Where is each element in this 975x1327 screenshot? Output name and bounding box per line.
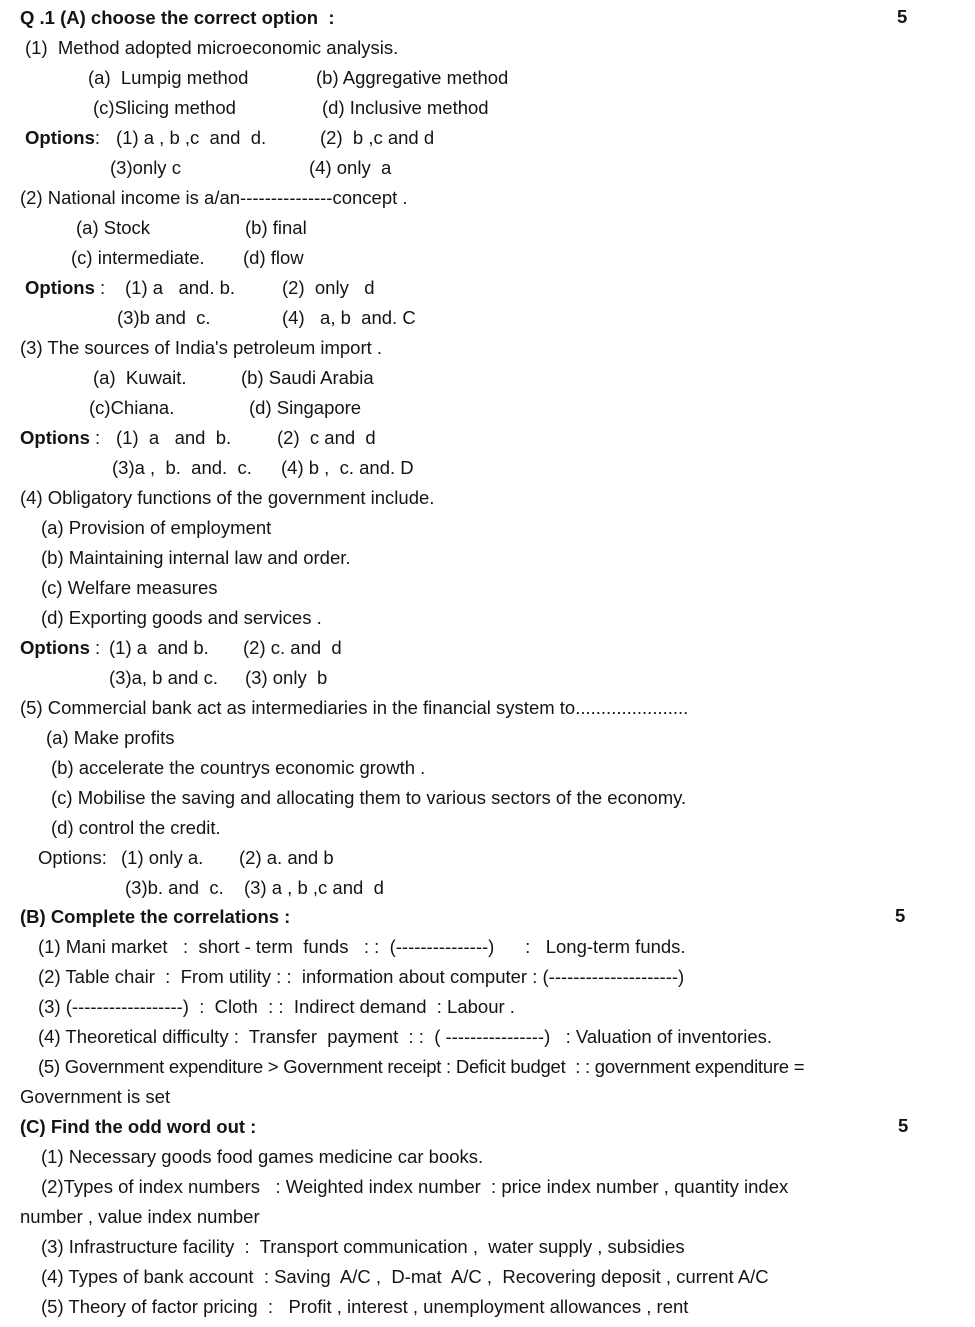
choice-b: (b) final — [245, 217, 307, 238]
option-1: (1) a and. b. — [125, 277, 236, 298]
odd-word-item: (1) Necessary goods food games medicine car books. — [41, 1146, 484, 1167]
correlation-item: (2) Table chair : From utility : : information about computer : (---------------------) — [38, 966, 685, 987]
option-3: (3)a , b. and. c. — [112, 457, 252, 478]
section-b-heading: (B) Complete the correlations : — [20, 906, 291, 927]
choice-c: (c)Slicing method — [93, 97, 236, 118]
question-stem: (5) Commercial bank act as intermediaries in the financial system to...................... — [20, 697, 689, 718]
option-2: (2) b ,c and d — [320, 127, 435, 148]
question-stem: (3) The sources of India's petroleum import . — [20, 337, 383, 358]
correlation-item: (1) Mani market : short - term funds : : (---------------) : Long-term funds. — [38, 936, 686, 957]
choice-d: (d) Singapore — [249, 397, 362, 418]
option-1: (1) a , b ,c and d. — [116, 127, 267, 148]
option-3: (3)only c — [110, 157, 181, 178]
options-label: Options — [20, 427, 90, 448]
choice-b: (b) Saudi Arabia — [241, 367, 374, 388]
choice-c: (c)Chiana. — [89, 397, 175, 418]
question-stem: (2) National income is a/an---------------concept . — [20, 187, 408, 208]
options-label: Options — [20, 637, 90, 658]
options-row — [25, 126, 100, 150]
choice-c: (c) Welfare measures — [41, 577, 218, 598]
option-4: (3) only b — [245, 667, 328, 688]
option-4: (4) a, b and. C — [282, 307, 416, 328]
options-label: Options — [25, 127, 95, 148]
correlation-item: (5) Government expenditure > Government receipt : Deficit budget : : government expenditure = — [38, 1056, 805, 1077]
option-2: (2) c and d — [277, 427, 376, 448]
section-a-heading: Q .1 (A) choose the correct option : — [20, 7, 335, 28]
choice-a: (a) Lumpig method — [88, 67, 249, 88]
option-3: (3)b. and c. — [125, 877, 224, 898]
options-row — [25, 276, 105, 300]
choice-b: (b) Aggregative method — [316, 67, 509, 88]
option-1: (1) a and b. — [116, 427, 232, 448]
section-b-marks: 5 — [895, 905, 906, 926]
question-stem: (1) Method adopted microeconomic analysis. — [25, 37, 399, 58]
correlation-item-continued: Government is set — [20, 1086, 171, 1107]
choice-d: (d) Exporting goods and services . — [41, 607, 322, 628]
options-row — [20, 426, 100, 450]
choice-b: (b) Maintaining internal law and order. — [41, 547, 351, 568]
option-4: (3) a , b ,c and d — [244, 877, 384, 898]
option-3: (3)b and c. — [117, 307, 211, 328]
options-label: Options: — [38, 847, 107, 868]
options-label: Options — [25, 277, 95, 298]
option-1: (1) only a. — [121, 847, 204, 868]
section-c-marks: 5 — [898, 1115, 909, 1136]
options-row — [20, 636, 100, 660]
odd-word-item: (4) Types of bank account : Saving A/C , D-mat A/C , Recovering deposit , current A/C — [41, 1266, 769, 1287]
odd-word-item: (3) Infrastructure facility : Transport communication , water supply , subsidies — [41, 1236, 685, 1257]
option-4: (4) only a — [309, 157, 392, 178]
odd-word-item: (5) Theory of factor pricing : Profit , interest , unemployment allowances , rent — [41, 1296, 689, 1317]
options-separator: : — [100, 277, 106, 298]
choice-a: (a) Kuwait. — [93, 367, 187, 388]
option-2: (2) only d — [282, 277, 375, 298]
choice-d: (d) control the credit. — [51, 817, 221, 838]
choice-c: (c) intermediate. — [71, 247, 205, 268]
correlation-item: (4) Theoretical difficulty : Transfer payment : : ( ----------------) : Valuation of inventories. — [38, 1026, 773, 1047]
choice-b: (b) accelerate the countrys economic growth . — [51, 757, 426, 778]
correlation-item: (3) (------------------) : Cloth : : Indirect demand : Labour . — [38, 996, 515, 1017]
section-a-marks: 5 — [897, 6, 908, 27]
question-stem: (4) Obligatory functions of the government include. — [20, 487, 435, 508]
choice-a: (a) Provision of employment — [41, 517, 272, 538]
choice-d: (d) Inclusive method — [322, 97, 489, 118]
options-separator: : — [95, 427, 101, 448]
option-3: (3)a, b and c. — [109, 667, 219, 688]
option-4: (4) b , c. and. D — [281, 457, 414, 478]
options-separator: : — [95, 637, 101, 658]
option-2: (2) a. and b — [239, 847, 334, 868]
options-separator: : — [94, 127, 101, 148]
choice-a: (a) Stock — [76, 217, 151, 238]
option-1: (1) a and b. — [109, 637, 209, 658]
choice-d: (d) flow — [243, 247, 304, 268]
choice-a: (a) Make profits — [46, 727, 175, 748]
option-2: (2) c. and d — [243, 637, 342, 658]
odd-word-item: (2)Types of index numbers : Weighted index number : price index number , quantity index — [41, 1176, 789, 1197]
odd-word-item-continued: number , value index number — [20, 1206, 260, 1227]
choice-c: (c) Mobilise the saving and allocating them to various sectors of the economy. — [51, 787, 687, 808]
section-c-heading: (C) Find the odd word out : — [20, 1116, 257, 1137]
